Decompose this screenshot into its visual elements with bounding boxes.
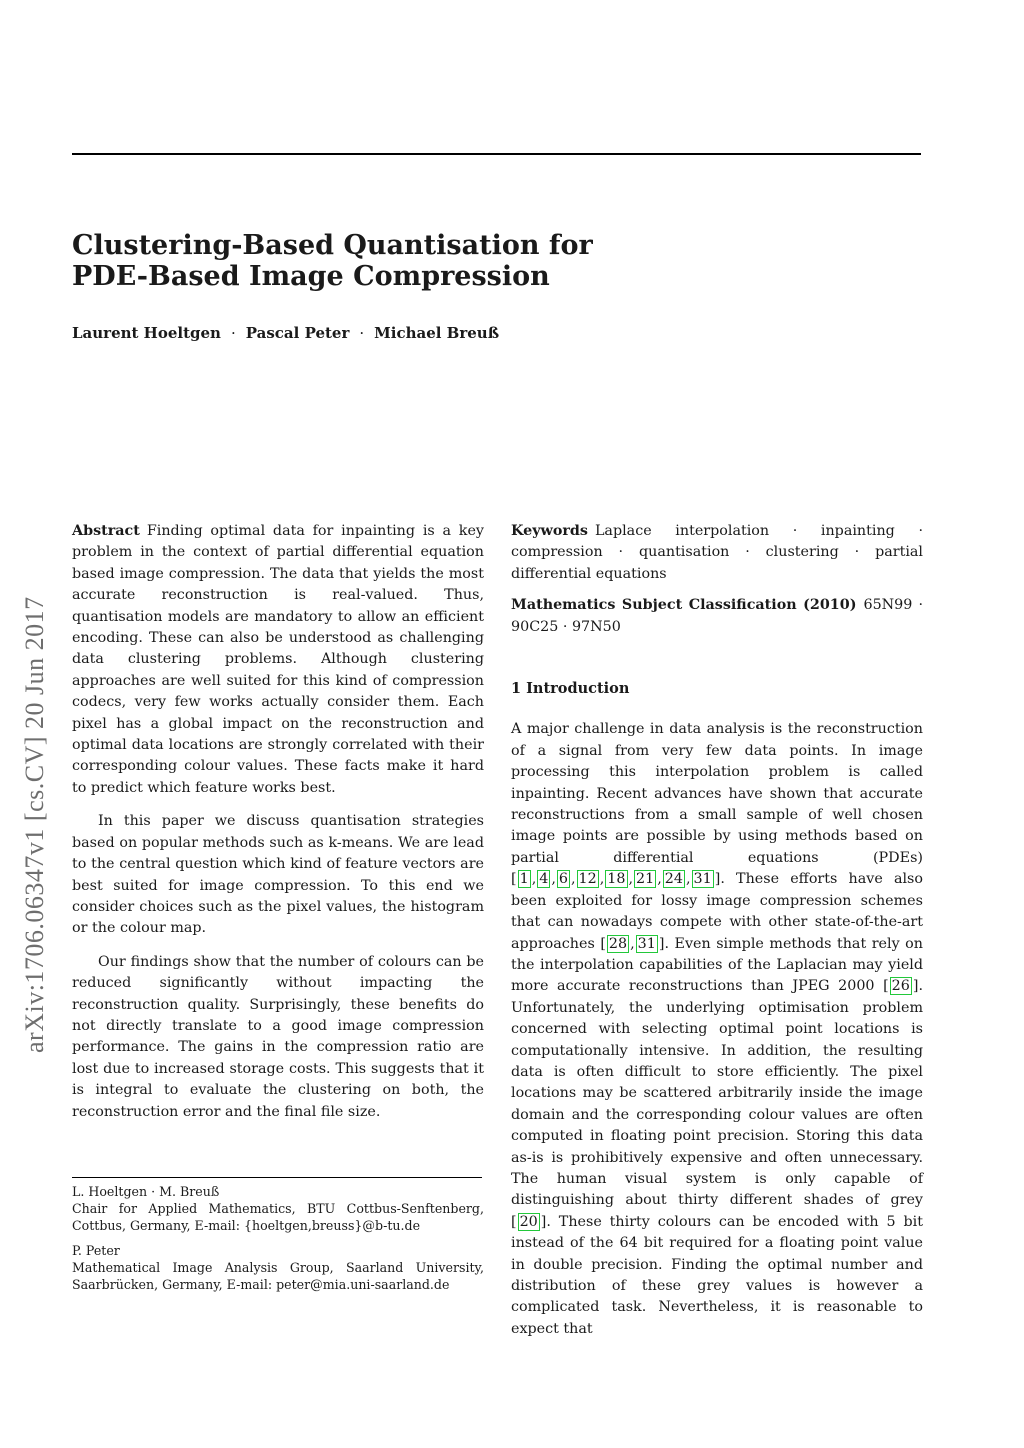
arxiv-identifier[interactable]: arXiv:1706.06347v1 [cs.CV] 20 Jun 2017 — [20, 596, 49, 1053]
abstract-text: Finding optimal data for inpainting is a key problem in the context of partial differential equation based image compression. The data that yields the most accurate reconstruction is real-valued. Thus, quantisation models are mandatory to allow an efficient encoding. These can also be understood as challenging data clustering problems. Although clustering approaches are well suited for this kind of compression codecs, very few works actually consider them. Each pixel has a global impact on the reconstruction and optimal data locations are strongly correlated with their corresponding colour values. These facts make it hard to predict which feature works best. — [72, 523, 484, 796]
author-separator: · — [359, 324, 365, 342]
author-separator: · — [230, 324, 236, 342]
citation-link[interactable]: 1 — [519, 871, 529, 888]
intro-text: . Even simple methods that rely on the interpolation capabilities of the Laplacian may yield more accurate reconstructions than JPEG 2000 — [511, 935, 924, 995]
intro-text: . These thirty colours can be encoded with 5 bit instead of the 64 bit required for a floating point value in double precision. Finding the optimal number and distribution of these grey values is however a complicated task. Nevertheless, it is reasonable to expect that — [511, 1213, 923, 1337]
keywords-label: Keywords — [511, 523, 588, 539]
keywords-paragraph — [511, 521, 923, 585]
abstract-column — [72, 521, 484, 1123]
intro-text: A major challenge in data analysis is the reconstruction of a signal from very few data points. In image processing this interpolation problem is called inpainting. Recent advances have shown that accurate reconstructions from a small sample of well chosen image points are possible by using methods based on partial differential equations (PDEs) — [511, 721, 923, 866]
author-list — [72, 324, 499, 342]
msc-text: 65N99 · 90C25 · 97N50 — [511, 597, 924, 635]
affiliation-block — [72, 1242, 484, 1294]
abstract-label: Abstract — [72, 523, 140, 539]
intro-text: . Unfortunately, the underlying optimisation problem concerned with selecting optimal point locations is computationally intensive. In addition, the resulting data is often difficult to store efficiently. The pixel locations may be scattered arbitrarily inside the image domain and the corresponding colour values are often computed in floating point precision. Storing this data as-is is prohibitively expensive and often unnecessary. The human visual system is only capable of distinguishing about thirty different shades of grey — [511, 978, 923, 1209]
citation-link[interactable]: 26 — [891, 978, 910, 995]
author-name: Pascal Peter — [245, 324, 350, 342]
msc-paragraph — [511, 595, 923, 638]
title-line-2: PDE-Based Image Compression — [72, 261, 550, 292]
citation-link[interactable]: 18 — [607, 871, 626, 888]
top-rule — [72, 153, 921, 155]
citation-link[interactable]: 31 — [637, 935, 656, 952]
affiliation-names: L. Hoeltgen · M. Breuß — [72, 1184, 220, 1199]
abstract-paragraph — [72, 521, 484, 799]
affiliation-block — [72, 1183, 484, 1235]
section-heading-introduction: 1 Introduction — [511, 680, 630, 698]
citation-link[interactable]: 20 — [519, 1213, 538, 1230]
citation-link[interactable]: 31 — [693, 871, 712, 888]
citation-link[interactable]: 28 — [608, 935, 628, 952]
footnote-rule — [72, 1177, 482, 1178]
introduction-paragraph: A major challenge in data analysis is the reconstruction of a signal from very few data points. In image processing this interpolation problem is called inpainting. Recent advances have shown that accurate reconstructions from a small sample of well chosen image points are possible by using methods based on partial differential equations (PDEs) [ 1 , 4 , 6 , 12 , 18 , 21 , 24 , 31 ]. These efforts have also been exploited for lossy image compression schemes that can nowadays compete with other state-of-the-art approaches [ 28 , 31 ]. Even simple methods that rely on the interpolation capabilities of the Laplacian may yield more accurate reconstructions than JPEG 2000 [ 26 ]. Unfortunately, the underlying optimisation problem concerned with selecting optimal point locations is computationally intensive. In addition, the resulting data is often difficult to store efficiently. The pixel locations may be scattered arbitrarily inside the image domain and the corresponding colour values are often computed in floating point precision. Storing this data as-is is prohibitively expensive and often unnecessary. The human visual system is only capable of distinguishing about thirty different shades of grey [ 20 ]. These thirty colours can be encoded with 5 bit instead of the 64 bit required for a floating point value in double precision. Finding the optimal number and distribution of these grey values is however a complicated task. Nevertheless, it is reasonable to expect that — [511, 721, 924, 1337]
citation-link[interactable]: 4 — [539, 871, 549, 888]
citation-link[interactable]: 12 — [578, 871, 597, 888]
title-line-1: Clustering-Based Quantisation for — [72, 230, 593, 261]
intro-text: . These efforts have also been exploited for lossy image compression schemes that can nowadays compete with other state-of-the-art approaches — [511, 871, 923, 952]
citation-link[interactable]: 24 — [664, 871, 683, 888]
abstract-paragraph: Our findings show that the number of colours can be reduced significantly without impacting the reconstruction quality. Surprisingly, these benefits do not directly translate to a good image compression performance. The gains in the compression ratio are lost due to increased storage costs. This suggests that it is integral to evaluate the clustering on both, the reconstruction error and the final file size. — [72, 953, 484, 1120]
citation-link[interactable]: 6 — [558, 871, 568, 888]
affiliation-names: P. Peter — [72, 1243, 120, 1258]
abstract-paragraph: In this paper we discuss quantisation strategies based on popular methods such as k-means. We are lead to the central question which kind of feature vectors are best suited for image compression. To this end we consider choices such as the pixel values, the histogram or the colour map. — [72, 813, 484, 937]
keywords-text: Laplace interpolation · inpainting · compression · quantisation · clustering · partial differential equations — [511, 523, 923, 582]
paper-title — [72, 230, 772, 292]
affiliation-text: Mathematical Image Analysis Group, Saarland University, Saarbrücken, Germany, E-mail: peter@mia.uni-saarland.de — [72, 1260, 484, 1293]
author-name: Laurent Hoeltgen — [72, 324, 221, 342]
right-column — [511, 521, 923, 1340]
affiliation-text: Chair for Applied Mathematics, BTU Cottbus-Senftenberg, Cottbus, Germany, E-mail: {hoeltgen,breuss}@b-tu.de — [72, 1201, 484, 1234]
msc-label: Mathematics Subject Classification (2010) — [511, 597, 857, 614]
citation-link[interactable]: 21 — [636, 871, 655, 888]
author-name: Michael Breuß — [374, 324, 500, 342]
